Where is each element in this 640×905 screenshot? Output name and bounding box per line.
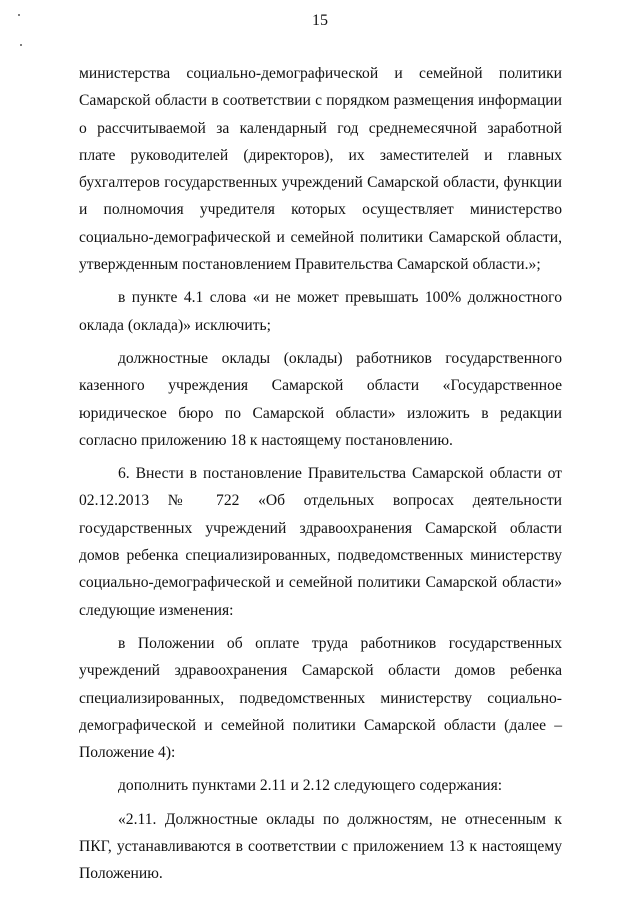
paragraph-5: в Положении об оплате труда работников государственных учреждений здравоохранения Самарской области домов ребенка специализированных, подведомственных министерству социально-демографической и семейной политики Самарской области (далее – Положение 4): [79,634,562,762]
page-number: 15 [312,12,328,29]
paragraph-6: дополнить пунктами 2.11 и 2.12 следующего содержания: [118,777,503,795]
document-body [79,60,562,894]
paragraph-1: министерства социально-демографической и семейной политики Самарской области в соответствии с порядком размещения информации о рассчитываемой за календарный год среднемесячной заработной плате руководителей (директоров), их заместителей и главных бухгалтеров государственных учреждений Самарской области, функции и полномочия учредителя которых осуществляет министерство социально-демографической и семейной политики Самарской области, утвержденным постановлением Правительства Самарской области.»; [79,65,562,274]
paragraph-4: 6. Внести в постановление Правительства Самарской области от 02.12.2013 № 722 «Об отдельных вопросах деятельности государственных учреждений здравоохранения Самарской области домов ребенка специализированных, подведомственных министерству социально-демографической и семейной политики Самарской области» следующие изменения: [79,465,562,619]
paragraph-2: в пункте 4.1 слова «и не может превышать 100% должностного оклада (оклада)» исключить; [79,289,562,334]
scan-speck [20,44,22,46]
paragraph-3: должностные оклады (оклады) работников государственного казенного учреждения Самарской области «Государственное юридическое бюро по Самарской области» изложить в редакции согласно приложению 18 к настоящему постановлению. [79,349,562,449]
paragraph-7: «2.11. Должностные оклады по должностям, не отнесенным к ПКГ, устанавливаются в соответствии с приложением 13 к настоящему Положению. [79,810,562,883]
